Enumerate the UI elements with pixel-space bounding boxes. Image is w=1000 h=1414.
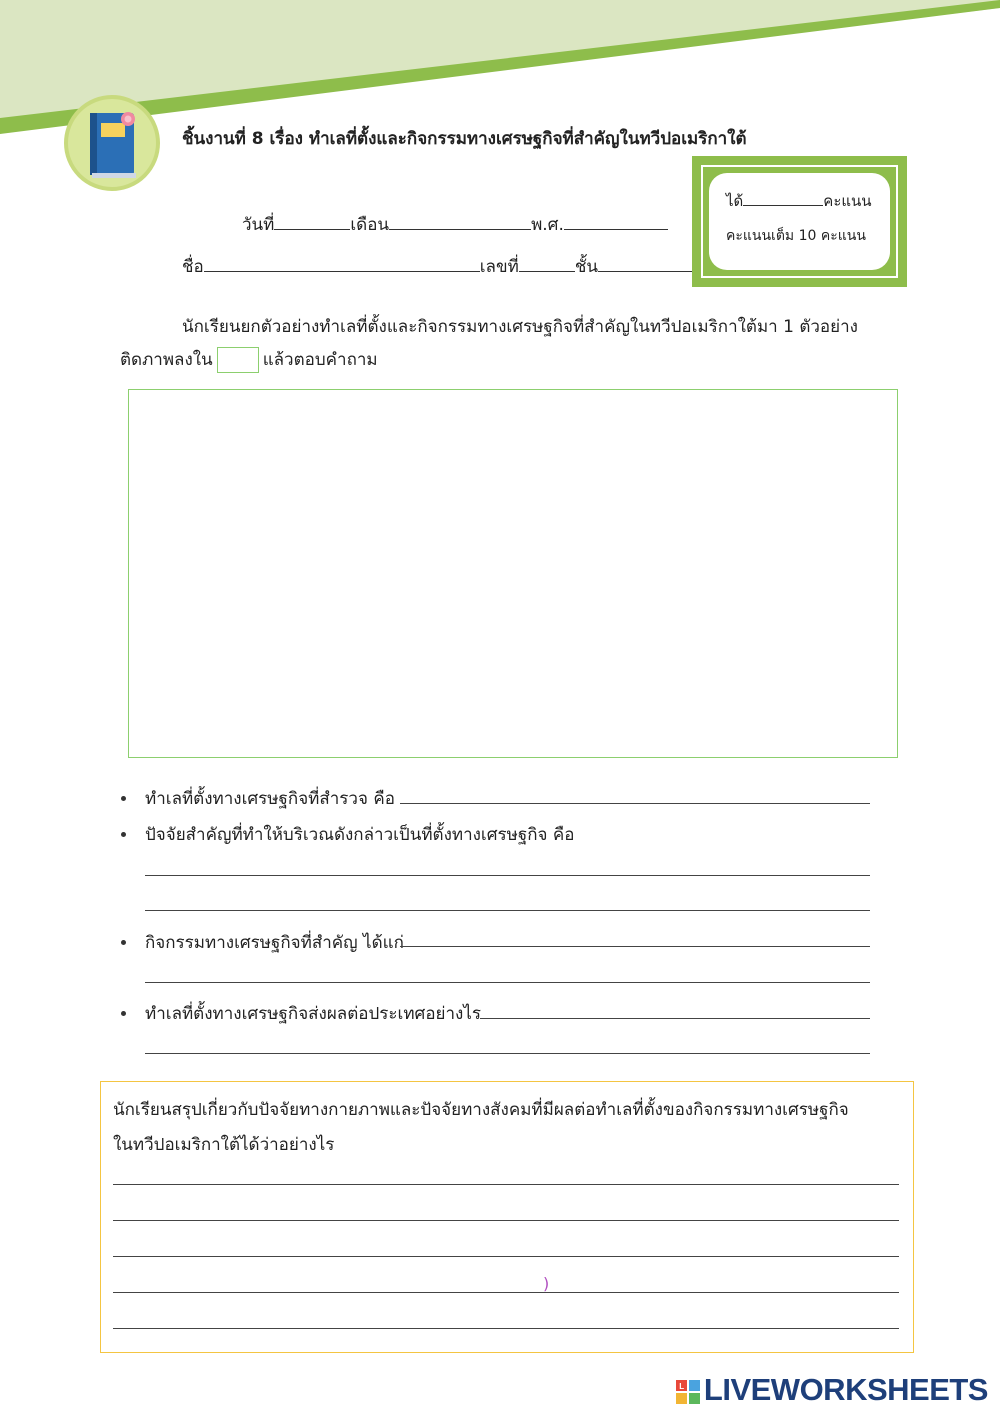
answer-line-3a[interactable] <box>400 946 870 947</box>
date-label: วันที่ <box>242 215 275 235</box>
answer-line-4a[interactable] <box>480 1018 870 1019</box>
number-label: เลขที่ <box>479 257 519 277</box>
summary-line-2: ในทวีปอเมริกาใต้ได้ว่าอย่างไร <box>113 1135 335 1155</box>
notebook-icon <box>68 99 156 187</box>
date-field[interactable] <box>274 213 350 230</box>
worksheet-title: ชิ้นงานที่ 8 เรื่อง ทำเลที่ตั้งและกิจกรรมทางเศรษฐกิจที่สำคัญในทวีปอเมริกาใต้ <box>182 129 747 149</box>
score-full-label: คะแนนเต็ม 10 คะแนน <box>726 228 866 244</box>
instruction-before-box: ติดภาพลงใน <box>120 350 213 370</box>
score-got-label: ได้ <box>726 192 744 210</box>
liveworksheets-brand <box>676 1372 988 1408</box>
liveworksheets-logo-icon <box>676 1380 700 1404</box>
summary-line-1: นักเรียนสรุปเกี่ยวกับปัจจัยทางกายภาพและปัจจัยทางสังคมที่มีผลต่อทำเลที่ตั้งของกิจกรรมทางเศรษฐกิจ <box>113 1100 849 1120</box>
summary-answer-line-4[interactable] <box>113 1292 899 1293</box>
score-field[interactable] <box>743 191 823 206</box>
brand-text: LIVEWORKSHEETS <box>703 1372 988 1407</box>
icon-badge <box>64 95 160 191</box>
sample-box-icon <box>217 347 259 373</box>
class-field[interactable] <box>598 255 692 272</box>
question-2-label: ปัจจัยสำคัญที่ทำให้บริเวณดังกล่าวเป็นที่ตั้งทางเศรษฐกิจ คือ <box>145 825 575 845</box>
summary-box <box>100 1081 914 1353</box>
instruction-line-1: นักเรียนยกตัวอย่างทำเลที่ตั้งและกิจกรรมทางเศรษฐกิจที่สำคัญในทวีปอเมริกาใต้มา 1 ตัวอย่าง <box>182 317 858 337</box>
summary-answer-line-3[interactable] <box>113 1256 899 1257</box>
question-4-label: ทำเลที่ตั้งทางเศรษฐกิจส่งผลต่อประเทศอย่างไร <box>145 1004 482 1024</box>
answer-line-2a[interactable] <box>145 875 870 876</box>
answer-line-3b[interactable] <box>145 982 870 983</box>
score-box <box>692 156 907 287</box>
summary-answer-line-5[interactable] <box>113 1328 899 1329</box>
answer-line-1[interactable] <box>400 803 870 804</box>
name-row <box>182 253 692 280</box>
number-field[interactable] <box>519 255 575 272</box>
summary-answer-line-1[interactable] <box>113 1184 899 1185</box>
name-field[interactable] <box>204 255 480 272</box>
score-got-row <box>726 189 872 213</box>
instruction-after-box: แล้วตอบคำถาม <box>262 350 378 370</box>
date-row <box>242 211 668 238</box>
instruction-line-2 <box>120 346 378 373</box>
score-points-label: คะแนน <box>823 192 872 210</box>
year-label: พ.ศ. <box>531 215 564 235</box>
bullet-icon <box>121 832 126 837</box>
bullet-icon <box>121 1011 126 1016</box>
class-label: ชั้น <box>574 257 598 277</box>
answer-line-4b[interactable] <box>145 1053 870 1054</box>
bullet-icon <box>121 940 126 945</box>
score-panel <box>709 173 890 270</box>
summary-answer-line-2[interactable] <box>113 1220 899 1221</box>
month-field[interactable] <box>389 213 531 230</box>
question-1-label: ทำเลที่ตั้งทางเศรษฐกิจที่สำรวจ คือ <box>145 789 395 809</box>
year-field[interactable] <box>564 213 668 230</box>
bullet-icon <box>121 796 126 801</box>
logo-letter-l: L <box>679 1381 684 1391</box>
name-label: ชื่อ <box>182 257 204 277</box>
question-3-label: กิจกรรมทางเศรษฐกิจที่สำคัญ ได้แก่ <box>145 933 404 953</box>
stray-mark: ) <box>543 1274 550 1293</box>
month-label: เดือน <box>350 215 390 235</box>
picture-drop-box[interactable] <box>128 389 898 758</box>
answer-line-2b[interactable] <box>145 910 870 911</box>
